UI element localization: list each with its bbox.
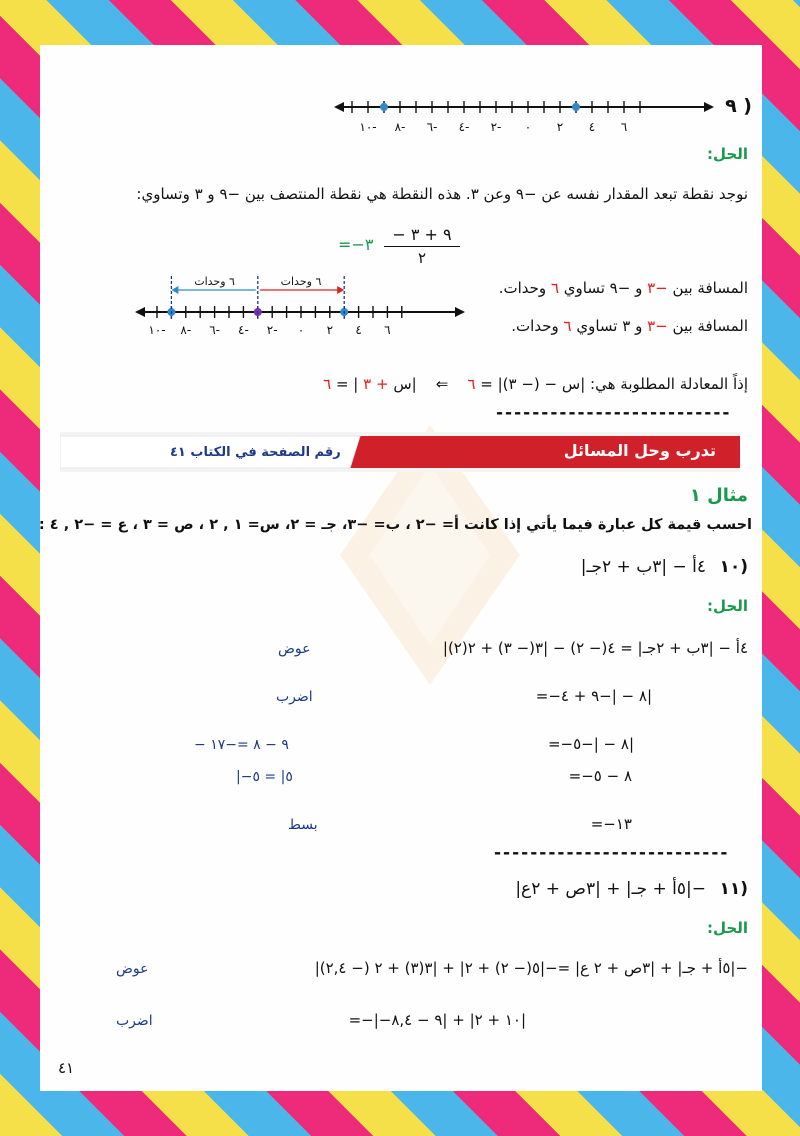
page-number: ٤١ [58,1059,75,1077]
tick-label: ٢- [266,323,278,337]
q10-solution-label: الحل: [707,597,748,615]
arrow-left-icon [135,307,145,317]
q10-step-expression: =−٨ − |−٥| [547,735,634,753]
q10-step-note: |−٥| = ٥ [236,769,293,785]
q10-step-expression: ٤أ − |٣ب + ٢جـ| = ٤(− ٢) − |٣(− ٣) + ٢(٢)| [442,639,748,657]
tick-label: ٦- [209,323,220,337]
q10-step-note: − ٩ − ٨ =−١٧ [194,737,289,753]
q9-distance-2: المسافة بين −٣ و ٣ تساوي ٦ وحدات. [511,317,748,335]
q9-distance-1: المسافة بين −٣ و −٩ تساوي ٦ وحدات. [498,279,748,297]
arrowhead-icon [171,286,178,294]
tick-label: ٦- [426,120,438,134]
tick-label: ٨- [394,120,406,134]
number-line-midpoint [135,274,465,344]
fraction-numerator: − ٩ + ٣ [384,225,460,247]
tick-label: ٦ [620,120,628,134]
tick-label: ٤ [588,120,596,134]
tick-label: ٠ [297,323,305,337]
q10-step-expression: =−٨ − |−٩ + ٤| [535,687,652,705]
example-statement: احسب قيمة كل عبارة فيما يأتي إذا كانت أ= −٢ ، ب= −٣، جـ = ٢، س= ١ , ٢ ، ص = ٣ ، ع = −٢ , ٤ : [38,517,752,533]
page-sheet [40,45,762,1091]
tick-label: ١٠- [148,323,166,337]
q10-step-note: بسط [288,817,318,833]
arrow-right-icon [704,102,714,112]
question-10-expression: ٤أ − |٣ب + ٢جـ| [580,557,706,577]
q11-step-expression: =−|−١٠ + ٢| + |٩ − ٨,٤| [348,1011,526,1029]
arrowhead-icon [337,286,344,294]
arrow-left-icon [334,102,344,112]
tick-label: ٤ [355,323,362,337]
q11-step-note: عوض [116,961,149,977]
q11-step-note: اضرب [116,1013,153,1029]
example-title: مثال ١ [689,485,748,506]
arrow-right-icon [455,307,465,317]
units-label-right: ٦ وحدات [280,275,322,288]
tick-label: ٢ [556,120,564,134]
tick-label: ٤- [458,120,470,134]
fraction-denominator: ٢ [417,249,427,267]
q10-step-note: اضرب [276,689,313,705]
q9-solution-label: الحل: [707,145,748,163]
separator-1: -------------------------- [496,403,732,423]
q11-solution-label: الحل: [707,919,748,937]
q10-step-note: عوض [278,641,311,657]
banner-title: تدرب وحل المسائل [563,441,716,460]
tick-label: ٢ [326,323,334,337]
question-11-expression: −|٥أ + جـ| + |٣ص + ٢ع| [515,879,706,899]
tick-label: ٤- [238,323,249,337]
question-11-number: ١١) [719,879,748,899]
tick-label: ٠ [524,120,532,134]
q9-explanation: نوجد نقطة تبعد المقدار نفسه عن −٩ وعن ٣. هذه النقطة هي نقطة المنتصف بين −٩ و ٣ وتساوي: [136,185,748,203]
q9-fraction [384,225,460,267]
banner-page-ref: رقم الصفحة في الكتاب ٤١ [170,445,341,460]
separator-2: -------------------------- [494,843,730,863]
question-9-number: ٩ ) [725,95,752,117]
tick-label: ٦ [384,323,391,337]
tick-label: ٢- [490,120,502,134]
units-label-left: ٦ وحدات [194,275,235,288]
point-marker [572,103,580,111]
tick-label: ٨- [180,323,192,337]
fraction-result: =−٣ [338,235,374,254]
q10-step-expression: =−١٣ [590,815,632,833]
q10-step-expression: =−٨ − ٥ [568,767,632,785]
point-marker [380,103,388,111]
question-10-number: ١٠) [719,557,748,577]
number-line-q9 [334,97,714,145]
q11-step-expression: −|٥أ + جـ| + |٣ص + ٢ ع| =−|٥(− ٢) + ٢| + |٣(٣) + ٢ (− ٢,٤)| [314,959,748,977]
q9-equation: إذاً المعادلة المطلوبة هي: |س − (− ٣)| = ٦ ⇐ |س + ٣ | = ٦ [323,375,748,393]
tick-label: ١٠- [359,120,377,134]
